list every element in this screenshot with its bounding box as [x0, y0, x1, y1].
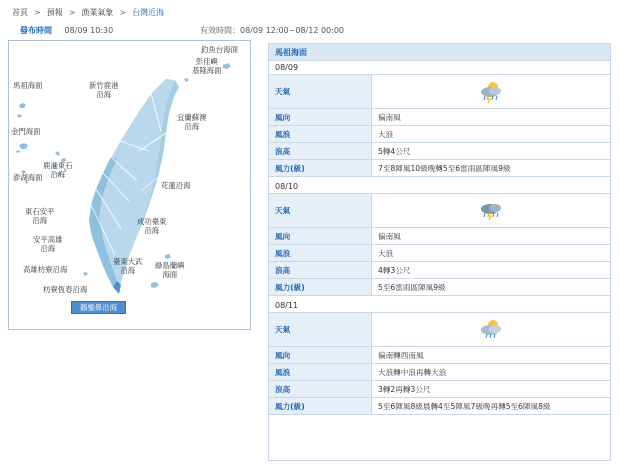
weather-row	[269, 194, 610, 228]
wave-row	[269, 126, 610, 143]
wind-force-row	[269, 279, 610, 296]
wave-height-value: 3轉2再轉3公尺	[378, 384, 431, 394]
wind-force-label: 風力(級)	[269, 279, 372, 295]
day-date: 08/11	[269, 299, 610, 313]
wind-dir-value: 偏南風	[378, 231, 401, 241]
weather-row	[269, 313, 610, 347]
weather-label: 天氣	[269, 194, 372, 227]
island-green	[165, 254, 171, 259]
wind-dir-label: 風向	[269, 347, 372, 363]
weather-label: 天氣	[269, 313, 372, 346]
forecast-table	[268, 43, 611, 461]
wave-label: 風浪	[269, 245, 372, 261]
breadcrumb-separator: >	[34, 7, 41, 17]
region-mazu[interactable]: 馬祖海面	[13, 81, 43, 90]
island-xiaoliuqiu	[83, 272, 88, 276]
wind-dir-row	[269, 109, 610, 126]
issue-time-label: 發布時間	[20, 26, 52, 35]
breadcrumb-fishery[interactable]: 漁業氣象	[81, 7, 114, 17]
weather-value	[372, 313, 610, 346]
breadcrumb	[12, 6, 164, 18]
weather-value	[372, 194, 610, 227]
breadcrumb-home[interactable]: 首頁	[12, 7, 28, 17]
weather-row	[269, 75, 610, 109]
region-lukang-dongshi[interactable]: 鹿港東石 沿海	[43, 161, 73, 179]
wave-value: 大浪轉中浪再轉大浪	[378, 367, 447, 377]
region-pengjia-keelung[interactable]: 彭佳嶼 基隆海面	[192, 57, 222, 75]
region-dongshi-anping[interactable]: 東石安平 沿海	[25, 207, 55, 225]
day-date: 08/10	[269, 180, 610, 194]
region-yilan-suao[interactable]: 宜蘭蘇澳 沿海	[177, 113, 207, 131]
issue-time	[20, 25, 113, 36]
wind-force-value: 5至6陣風8級晨轉4至5陣風7級晚再轉5至6陣風8級	[378, 401, 551, 411]
region-kinmen[interactable]: 金門海面	[11, 127, 41, 136]
region-penghu[interactable]: 澎湖海面	[13, 173, 43, 182]
wave-label: 風浪	[269, 126, 372, 142]
region-hsinchu-lukang[interactable]: 新竹鹿港 沿海	[89, 81, 119, 99]
wind-dir-label: 風向	[269, 228, 372, 244]
island-pengjia	[184, 78, 189, 82]
forecast-area-title: 馬祖海面	[269, 44, 610, 61]
wind-force-value: 7至8陣風10級晚轉5至6雷雨區陣風9級	[378, 163, 511, 173]
region-hualien[interactable]: 花蓮沿海	[161, 181, 191, 190]
rain-cloud-sun-icon	[478, 319, 504, 341]
region-taitung-dawu[interactable]: 臺東大武 沿海	[113, 257, 143, 275]
weather-value	[372, 75, 610, 108]
wave-height-label: 浪高	[269, 381, 372, 397]
wave-value: 大浪	[378, 129, 394, 139]
wind-force-value: 5至6雷雨區陣風9級	[378, 282, 446, 292]
day-date: 08/09	[269, 61, 610, 75]
region-chenggong-taitung[interactable]: 成功臺東 沿海	[137, 217, 167, 235]
wind-dir-row	[269, 228, 610, 245]
wind-dir-row	[269, 347, 610, 364]
island-kinmen	[16, 143, 28, 153]
region-fangliao-hengchun[interactable]: 枋寮恆春沿海	[43, 285, 88, 294]
wave-height-label: 浪高	[269, 143, 372, 159]
region-kaohsiung-fangliao[interactable]: 高雄枋寮沿海	[23, 265, 68, 274]
wave-row	[269, 364, 610, 381]
issue-time-value: 08/09 10:30	[64, 26, 114, 35]
wave-height-value: 5轉4公尺	[378, 146, 411, 156]
time-info	[20, 25, 610, 36]
island-diaoyutai	[223, 63, 231, 69]
wind-force-row	[269, 160, 610, 177]
wave-height-row	[269, 262, 610, 279]
wave-height-row	[269, 381, 610, 398]
wave-value: 大浪	[378, 248, 394, 258]
breadcrumb-separator: >	[119, 7, 127, 17]
region-green-lanyu[interactable]: 綠島蘭嶼 海面	[155, 261, 185, 279]
wind-dir-value: 偏南轉西南風	[378, 350, 424, 360]
weather-label: 天氣	[269, 75, 372, 108]
rain-thunder-cloud-icon	[478, 200, 504, 222]
wave-label: 風浪	[269, 364, 372, 380]
wind-dir-value: 偏南風	[378, 112, 401, 122]
region-diaoyutai[interactable]: 釣魚台海面	[201, 45, 238, 54]
region-anping-kaohsiung[interactable]: 安平高雄 沿海	[33, 235, 63, 253]
rain-thunder-cloud-sun-icon	[478, 81, 504, 103]
region-map	[8, 40, 251, 330]
island-mazu	[17, 103, 26, 118]
wind-force-label: 風力(級)	[269, 398, 372, 414]
breadcrumb-forecast[interactable]: 預報	[46, 7, 63, 17]
wind-dir-label: 風向	[269, 109, 372, 125]
wind-force-label: 風力(級)	[269, 160, 372, 176]
wave-height-row	[269, 143, 610, 160]
breadcrumb-separator: >	[68, 7, 76, 17]
region-eluanbi-selected[interactable]: 鵝鑾鼻沿海	[71, 301, 126, 314]
valid-time: 有效時間：08/09 12:00~08/12 00:00	[200, 26, 345, 35]
wave-height-value: 4轉3公尺	[378, 265, 411, 275]
wave-row	[269, 245, 610, 262]
wave-height-label: 浪高	[269, 262, 372, 278]
island-lanyu	[151, 282, 159, 288]
wind-force-row	[269, 398, 610, 415]
breadcrumb-current: 台灣近海	[132, 7, 165, 17]
